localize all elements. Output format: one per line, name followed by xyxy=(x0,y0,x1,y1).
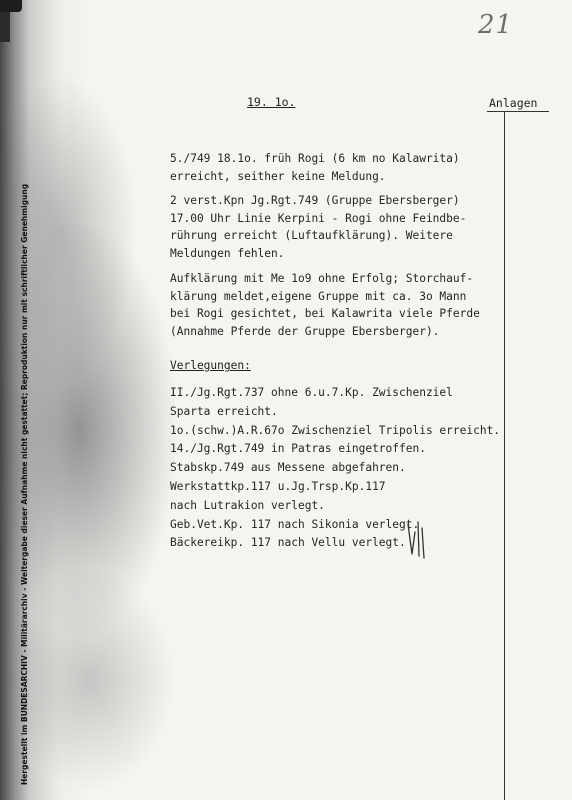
verlegungen-list xyxy=(170,384,500,553)
paragraph-line: Meldungen fehlen. xyxy=(170,246,285,260)
paragraph-2 xyxy=(170,192,466,262)
paragraph-line: Aufklärung mit Me 1o9 ohne Erfolg; Storchauf- xyxy=(170,272,474,285)
list-item: Stabskp.749 aus Messene abgefahren. xyxy=(170,461,406,475)
list-item: 14./Jg.Rgt.749 in Patras eingetroffen. xyxy=(170,442,426,456)
paragraph-line: klärung meldet,eigene Gruppe mit ca. 3o Mann xyxy=(170,289,467,303)
anlagen-heading: Anlagen xyxy=(489,96,538,110)
page-number: 21 xyxy=(478,10,514,40)
date-heading: 19. 1o. xyxy=(247,95,296,109)
list-item: nach Lutrakion verlegt. xyxy=(170,498,325,512)
scan-edge-mark xyxy=(0,0,22,12)
list-item: Bäckereikp. 117 nach Vellu verlegt. xyxy=(170,536,406,550)
section-title-verlegungen: Verlegungen: xyxy=(170,359,251,372)
paragraph-line: erreicht, seither keine Meldung. xyxy=(170,169,386,183)
list-item: Werkstattkp.117 u.Jg.Trsp.Kp.117 xyxy=(170,479,386,493)
list-item: II./Jg.Rgt.737 ohne 6.u.7.Kp. Zwischenziel xyxy=(170,386,453,399)
paragraph-line: 2 verst.Kpn Jg.Rgt.749 (Gruppe Ebersberger) xyxy=(170,194,460,207)
pencil-check-mark xyxy=(402,518,430,560)
list-item: Geb.Vet.Kp. 117 nach Sikonia verlegt. xyxy=(170,517,420,531)
paragraph-line: 5./749 18.1o. früh Rogi (6 km no Kalawrita) xyxy=(170,152,460,165)
scan-edge-shadow xyxy=(0,12,10,42)
anlagen-margin-rule xyxy=(504,111,505,800)
paragraph-line: bei Rogi gesichtet, bei Kalawrita viele Pferde xyxy=(170,307,480,320)
paragraph-line: 17.00 Uhr Linie Kerpini - Rogi ohne Feindbe- xyxy=(170,211,467,225)
list-item: Sparta erreicht. xyxy=(170,404,278,418)
paragraph-line: (Annahme Pferde der Gruppe Ebersberger). xyxy=(170,324,440,338)
archive-stamp: Hergestellt im BUNDESARCHIV - Militärarchiv - Weitergabe dieser Aufnahme nicht gestattet; Reproduktion nur mit schriftlicher Genehmigung xyxy=(20,183,29,785)
paragraph-3 xyxy=(170,270,480,340)
anlagen-horizontal-rule xyxy=(487,111,549,112)
paragraph-line: rührung erreicht (Luftaufklärung). Weitere xyxy=(170,229,453,242)
paragraph-1 xyxy=(170,150,460,185)
list-item: 1o.(schw.)A.R.67o Zwischenziel Tripolis erreicht. xyxy=(170,423,501,437)
